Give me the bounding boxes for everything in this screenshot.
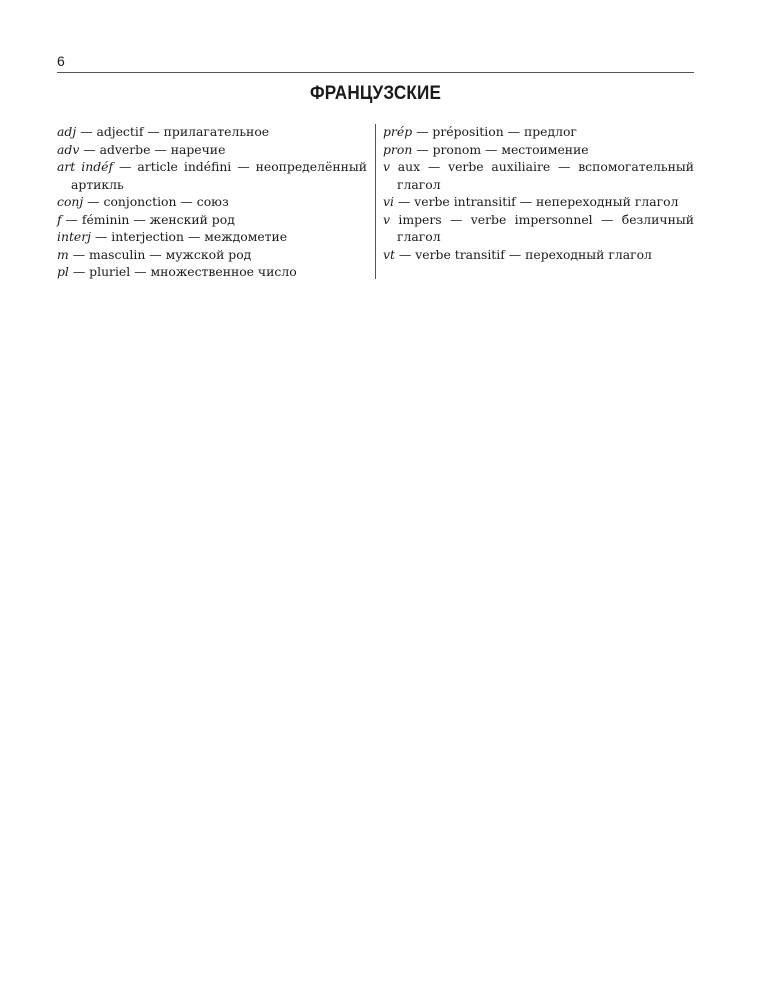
abbreviation: art indéf [57, 159, 114, 174]
header-rule [57, 72, 694, 73]
abbreviation: v [383, 211, 390, 227]
abbreviation: vt [383, 246, 395, 262]
abbreviation: m [57, 246, 69, 262]
abbreviation: vi [383, 194, 394, 209]
definition: — féminin — женский род [61, 211, 235, 227]
abbreviation-column-right [383, 123, 694, 263]
definition: — verbe intransitif — непереходный глагол [393, 194, 679, 209]
abbreviation-entry [57, 228, 367, 246]
abbreviation-entry [57, 263, 367, 281]
definition: — pronom — местоимение [412, 141, 589, 157]
abbreviation: prép [383, 124, 413, 139]
abbreviation-entry [383, 158, 694, 193]
abbreviation-entry [57, 193, 367, 211]
definition: — adverbe — наречие [79, 141, 226, 157]
abbreviation: pl [57, 264, 69, 279]
abbreviation-entry [57, 246, 367, 264]
section-title: ФРАНЦУЗСКИЕ [309, 83, 442, 104]
abbreviation: adj [57, 124, 77, 139]
definition: — adjectif — прилагательное [76, 124, 270, 139]
definition: aux — verbe auxiliaire — вспомогательный глагол [390, 159, 694, 192]
definition: — pluriel — множественное число [68, 264, 297, 279]
abbreviation: f [57, 211, 62, 227]
abbreviation-entry [383, 193, 694, 211]
definition: — masculin — мужской род [68, 246, 252, 262]
definition: impers — verbe impersonnel — безличный глагол [390, 211, 694, 244]
definition: — article indéfini — неопределённый артикль [71, 159, 367, 192]
abbreviation: pron [383, 141, 413, 157]
definition: — verbe transitif — переходный глагол [394, 246, 652, 262]
definition: — préposition — предлог [412, 124, 577, 139]
page-number: 6 [57, 53, 65, 69]
abbreviation: v [383, 159, 390, 174]
column-divider [375, 124, 376, 279]
abbreviation-entry [383, 246, 694, 264]
abbreviation-entry [57, 123, 367, 141]
abbreviation-entry [57, 158, 367, 193]
definition: — interjection — междометие [91, 229, 288, 244]
abbreviation-entry [57, 141, 367, 159]
abbreviation-entry [383, 211, 694, 246]
definition: — conjonction — союз [83, 194, 229, 209]
abbreviation: adv [57, 141, 80, 157]
abbreviation-column-left [57, 123, 367, 281]
abbreviation-entry [383, 123, 694, 141]
abbreviation-entry [383, 141, 694, 159]
abbreviation-entry [57, 211, 367, 229]
abbreviation: conj [57, 194, 84, 209]
abbreviation: interj [57, 229, 92, 244]
